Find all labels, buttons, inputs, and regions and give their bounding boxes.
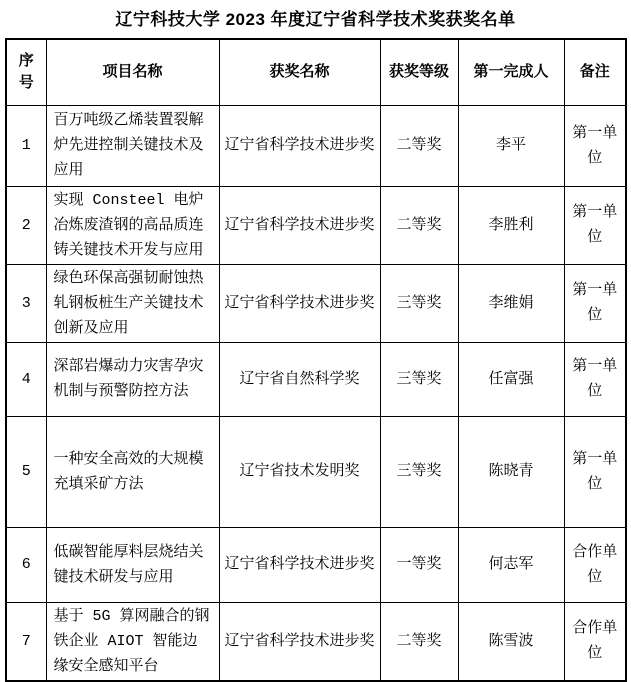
cell-note: 第一单位 — [564, 342, 626, 416]
cell-project-name: 实现 Consteel 电炉冶炼废渣钢的高品质连铸关键技术开发与应用 — [46, 186, 219, 264]
cell-index: 1 — [6, 105, 46, 186]
header-row — [6, 39, 626, 105]
table-row — [6, 186, 626, 264]
cell-note: 第一单位 — [564, 105, 626, 186]
table-row — [6, 527, 626, 602]
cell-award-name: 辽宁省技术发明奖 — [219, 416, 380, 527]
cell-first-completer: 李平 — [458, 105, 564, 186]
column-header-project: 项目名称 — [46, 39, 219, 105]
cell-first-completer: 任富强 — [458, 342, 564, 416]
cell-index: 4 — [6, 342, 46, 416]
cell-index: 6 — [6, 527, 46, 602]
cell-first-completer: 陈雪波 — [458, 602, 564, 681]
awards-table-body — [6, 105, 626, 681]
cell-index: 7 — [6, 602, 46, 681]
cell-note: 合作单位 — [564, 527, 626, 602]
cell-first-completer: 李胜利 — [458, 186, 564, 264]
table-row — [6, 416, 626, 527]
cell-award-name: 辽宁省科学技术进步奖 — [219, 186, 380, 264]
cell-index: 5 — [6, 416, 46, 527]
cell-award-level: 二等奖 — [380, 105, 458, 186]
cell-project-name: 绿色环保高强韧耐蚀热轧钢板桩生产关键技术创新及应用 — [46, 264, 219, 342]
cell-award-name: 辽宁省科学技术进步奖 — [219, 105, 380, 186]
cell-first-completer: 何志军 — [458, 527, 564, 602]
cell-award-level: 二等奖 — [380, 186, 458, 264]
cell-first-completer: 李维娟 — [458, 264, 564, 342]
cell-project-name: 一种安全高效的大规模充填采矿方法 — [46, 416, 219, 527]
column-header-person: 第一完成人 — [458, 39, 564, 105]
cell-award-name: 辽宁省科学技术进步奖 — [219, 264, 380, 342]
cell-note: 第一单位 — [564, 416, 626, 527]
cell-project-name: 百万吨级乙烯装置裂解炉先进控制关键技术及应用 — [46, 105, 219, 186]
table-row — [6, 264, 626, 342]
cell-index: 3 — [6, 264, 46, 342]
cell-award-level: 一等奖 — [380, 527, 458, 602]
cell-award-name: 辽宁省科学技术进步奖 — [219, 527, 380, 602]
cell-award-level: 三等奖 — [380, 416, 458, 527]
cell-award-name: 辽宁省科学技术进步奖 — [219, 602, 380, 681]
column-header-index: 序号 — [6, 39, 46, 105]
column-header-note: 备注 — [564, 39, 626, 105]
cell-project-name: 低碳智能厚料层烧结关键技术研发与应用 — [46, 527, 219, 602]
cell-note: 第一单位 — [564, 264, 626, 342]
cell-project-name: 深部岩爆动力灾害孕灾机制与预警防控方法 — [46, 342, 219, 416]
cell-index: 2 — [6, 186, 46, 264]
cell-award-name: 辽宁省自然科学奖 — [219, 342, 380, 416]
awards-table-header — [6, 39, 626, 105]
cell-note: 合作单位 — [564, 602, 626, 681]
cell-award-level: 三等奖 — [380, 264, 458, 342]
cell-award-level: 二等奖 — [380, 602, 458, 681]
column-header-award: 获奖名称 — [219, 39, 380, 105]
awards-table — [5, 38, 627, 682]
table-row — [6, 105, 626, 186]
page-title: 辽宁科技大学 2023 年度辽宁省科学技术奖获奖名单 — [115, 10, 516, 29]
cell-project-name: 基于 5G 算网融合的钢铁企业 AIOT 智能边缘安全感知平台 — [46, 602, 219, 681]
table-row — [6, 602, 626, 681]
table-row — [6, 342, 626, 416]
cell-first-completer: 陈晓青 — [458, 416, 564, 527]
column-header-level: 获奖等级 — [380, 39, 458, 105]
cell-note: 第一单位 — [564, 186, 626, 264]
cell-award-level: 三等奖 — [380, 342, 458, 416]
